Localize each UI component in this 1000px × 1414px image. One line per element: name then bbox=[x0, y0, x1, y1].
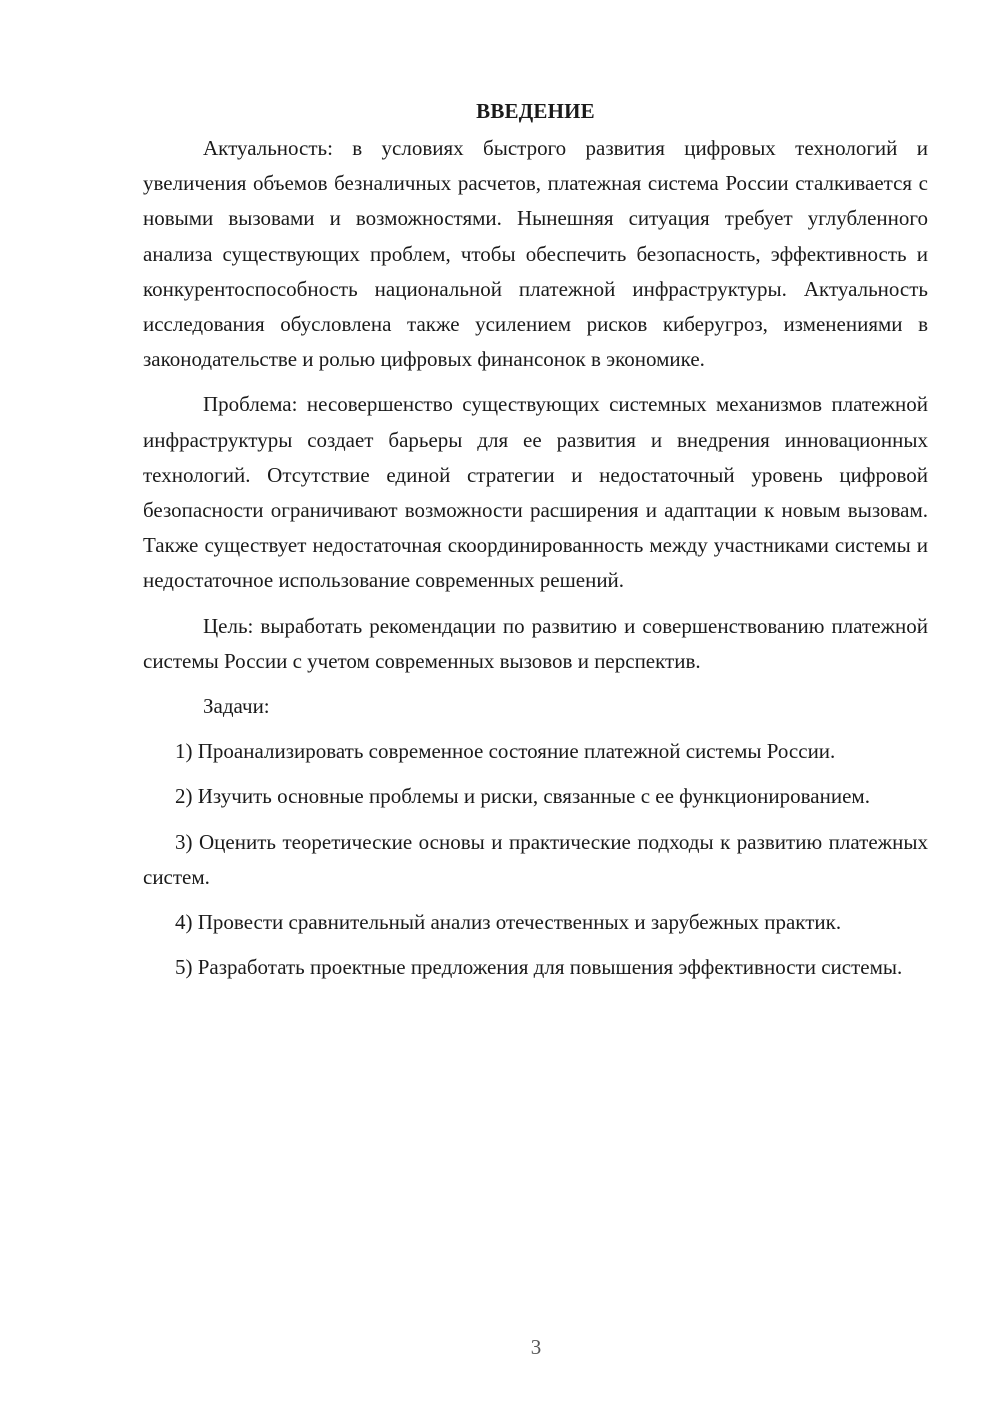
tasks-list bbox=[143, 734, 928, 985]
list-item: 1) Проанализировать современное состояние платежной системы России. bbox=[175, 739, 836, 764]
paragraph-tasks-label: Задачи: bbox=[203, 694, 270, 719]
section-heading: ВВЕДЕНИЕ bbox=[476, 99, 595, 123]
paragraph-relevance: Актуальность: в условиях быстрого развития цифровых технологий и увеличения объемов безналичных расчетов, платежная система России сталкивается с новыми вызовами и возможностями. Нынешняя ситуация требует углубленного анализа существующих проблем, чтобы обеспечить безопасность, эффективность и конкурентоспособность национальной платежной инфраструктуры. Актуальность исследования обусловлена также усилением рисков киберугроз, изменениями в законодательстве и ролью цифровых финансонок в экономике. bbox=[143, 136, 928, 372]
list-item: 2) Изучить основные проблемы и риски, связанные с ее функционированием. bbox=[175, 784, 870, 809]
paragraph-goal: Цель: выработать рекомендации по развитию и совершенствованию платежной системы России с учетом современных вызовов и перспектив. bbox=[143, 613, 928, 673]
list-item: 5) Разработать проектные предложения для повышения эффективности системы. bbox=[175, 955, 903, 980]
document-page bbox=[143, 96, 928, 995]
page-number: 3 bbox=[530, 1335, 542, 1359]
list-item: 4) Провести сравнительный анализ отечественных и зарубежных практик. bbox=[175, 910, 842, 935]
paragraph-problem: Проблема: несовершенство существующих системных механизмов платежной инфраструктуры создает барьеры для ее развития и внедрения инновационных технологий. Отсутствие единой стратегии и недостаточный уровень цифровой безопасности ограничивают возможности расширения и адаптации к новым вызовам. Также существует недостаточная скоординированность между участниками системы и недостаточное использование современных решений. bbox=[143, 392, 928, 593]
list-item: 3) Оценить теоретические основы и практические подходы к развитию платежных систем. bbox=[143, 829, 928, 889]
